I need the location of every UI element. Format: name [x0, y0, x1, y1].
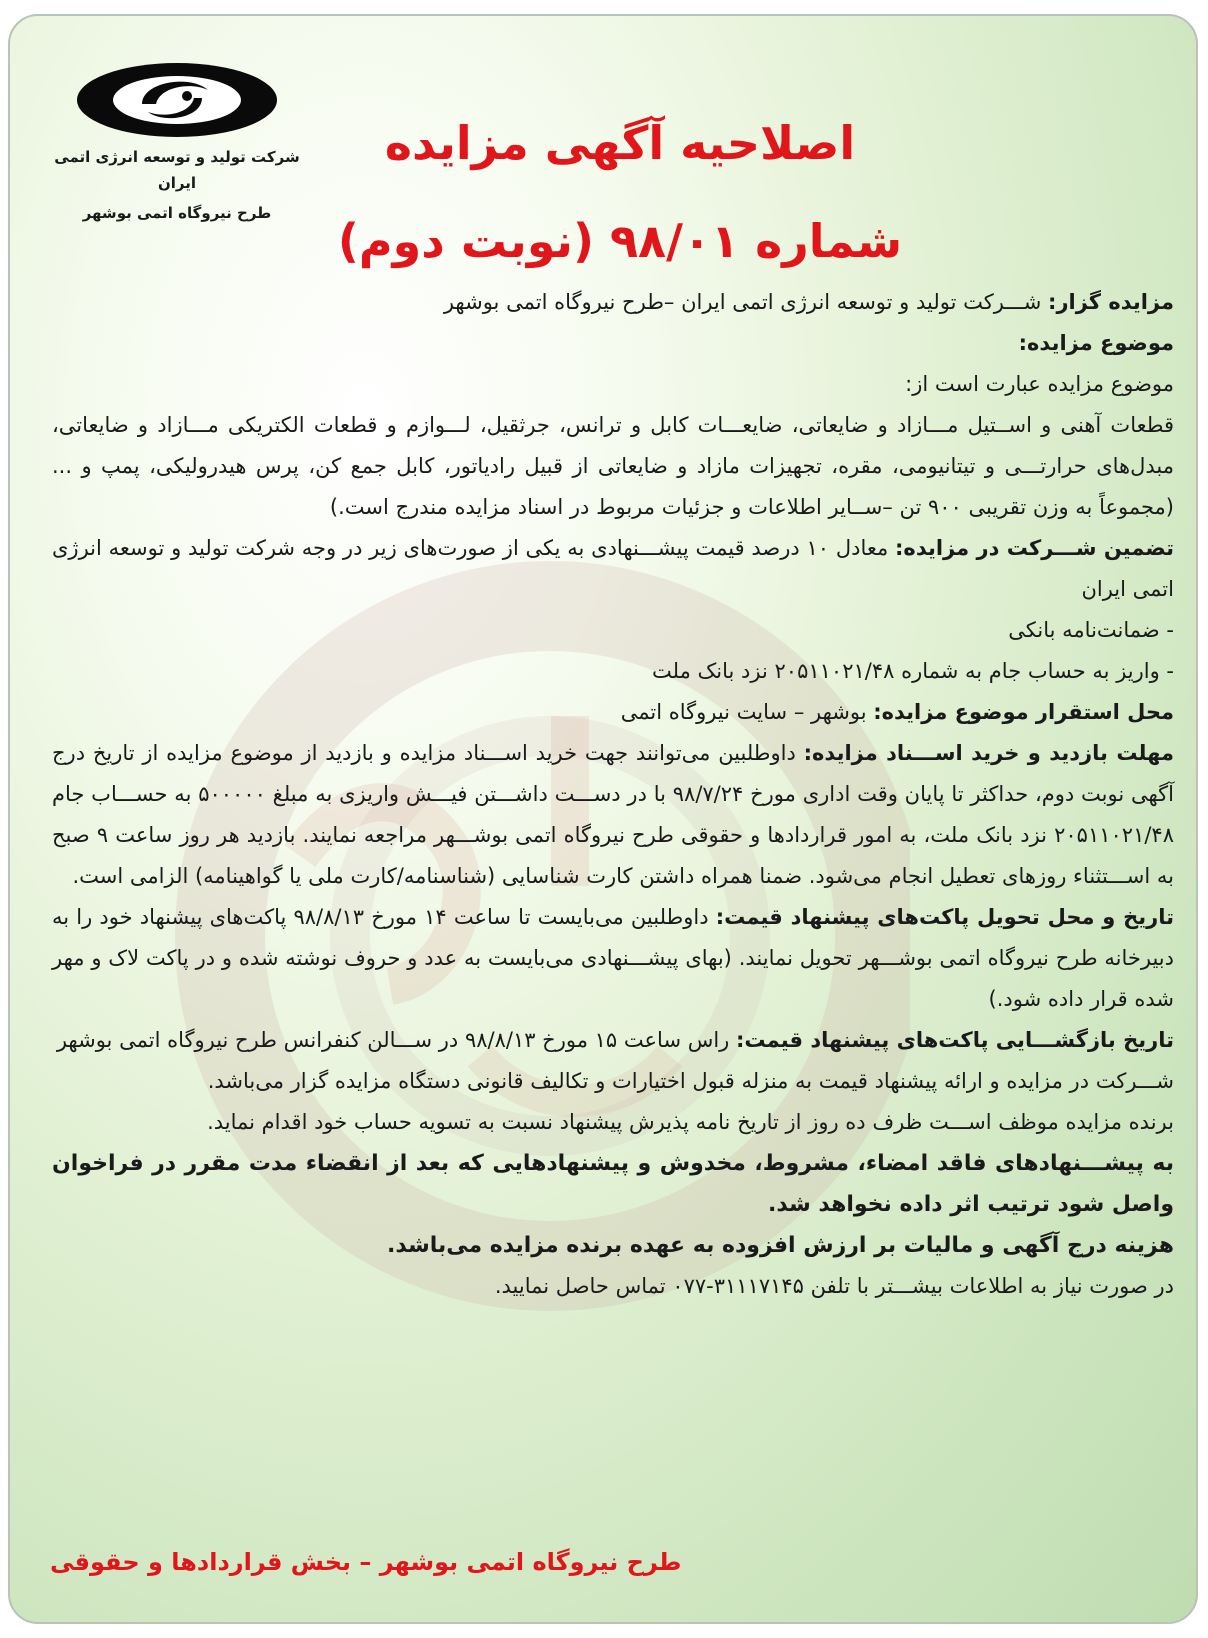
auctioneer-value: شـــرکت تولید و توسعه انرژی اتمی ایران –طرح نیروگاه اتمی بوشهر	[443, 290, 1042, 314]
location-value: بوشهر – سایت نیروگاه اتمی	[620, 700, 867, 724]
delivery-label: تاریخ و محل تحویل پاکت‌های پیشنهاد قیمت:	[715, 905, 1174, 929]
contact-paragraph: در صورت نیاز به اطلاعات بیشـــتر با تلفن ۳۱۱۱۷۱۴۵-۰۷۷ تماس حاصل نمایید.	[494, 1274, 1174, 1298]
participation-paragraph: شـــرکت در مزایده و ارائه پیشنهاد قیمت به منزله قبول اختیارات و تکالیف قانونی دستگاه مزایده گزار می‌باشد.	[207, 1069, 1174, 1093]
subject-text: قطعات آهنی و اســتیل مـــازاد و ضایعاتی، ضایعـــات کابل و ترانس، جرثقیل، لـــوازم و قطعات الکتریکی مـــازاد و ضایعاتی، مبدل‌های حرارتـــی و تیتانیومی، مقره، تجهیزات مازاد و ضایعاتی از قبیل رادیاتور، کابل جمع کن، پرس هیدرولیکی، پمپ و ... (مجموعاً به وزن تقریبی ۹۰۰ تن –ســایر اطلاعات و جزئیات مربوط در اسناد مزایده مندرج است.)	[52, 413, 1174, 519]
guarantee-item-bank: - ضمانت‌نامه بانکی	[1008, 618, 1174, 642]
footer-signature: طرح نیروگاه اتمی بوشهر – بخش قراردادها و حقوقی	[50, 1548, 682, 1576]
opening-label: تاریخ بازگشـــایی پاکت‌های پیشنهاد قیمت:	[736, 1028, 1174, 1052]
auctioneer-paragraph	[52, 282, 1174, 323]
notice-title: اصلاحیه آگهی مزایده	[384, 116, 856, 170]
guarantee-item-deposit: - واریز به حساب جام به شماره ۲۰۵۱۱۰۲۱/۴۸ نزد بانک ملت	[652, 659, 1174, 683]
opening-paragraph	[52, 1020, 1174, 1061]
cost-paragraph: هزینه درج آگهی و مالیات بر ارزش افزوده به عهده برنده مزایده می‌باشد.	[387, 1233, 1174, 1258]
subject-intro: موضوع مزایده عبارت است از:	[905, 372, 1174, 396]
winner-paragraph: برنده مزایده موظف اســـت ظرف ده روز از تاریخ نامه پذیرش پیشنهاد نسبت به تسویه حساب خود اقدام نماید.	[207, 1110, 1174, 1134]
guarantee-paragraph	[52, 528, 1174, 610]
notice-number: شماره ۹۸/۰۱ (نوبت دوم)	[337, 214, 903, 268]
guarantee-label: تضمین شـــرکت در مزایده:	[895, 536, 1175, 560]
auctioneer-label: مزایده گزار:	[1048, 290, 1174, 314]
invalid-bids-paragraph: به پیشـــنهادهای فاقد امضاء، مشروط، مخدوش و پیشنهادهایی که بعد از انقضاء مدت مقرر در فراخوان واصل شود ترتیب اثر داده نخواهد شد.	[52, 1151, 1174, 1217]
location-paragraph	[52, 692, 1174, 733]
location-label: محل استقرار موضوع مزایده:	[873, 700, 1174, 724]
subject-heading: موضوع مزایده:	[1018, 331, 1174, 355]
company-logo-icon	[72, 60, 282, 140]
opening-value: راس ساعت ۱۵ مورخ ۹۸/۸/۱۳ در ســـالن کنفرانس طرح نیروگاه اتمی بوشهر	[56, 1028, 730, 1052]
notice-frame	[8, 14, 1198, 1624]
company-logo-block	[42, 60, 312, 226]
company-name: شرکت تولید و توسعه انرژی اتمی ایران	[54, 148, 300, 192]
deadline-paragraph	[52, 733, 1174, 897]
deadline-value: داوطلبین می‌توانند جهت خرید اســـناد مزایده و بازدید از موضوع مزایده از تاریخ درج آگهی نوبت دوم، حداکثر تا پایان وقت اداری مورخ ۹۸/۷/۲۴ با در دســـت داشـــتن فیـــش واریزی به مبلغ ۵۰۰۰۰۰ به حســـاب جام ۲۰۵۱۱۰۲۱/۴۸ نزد بانک ملت، به امور قراردادها و حقوقی طرح نیروگاه اتمی بوشـــهر مراجعه نمایند. بازدید هر روز ساعت ۹ صبح به اســـتثناء روزهای تعطیل انجام می‌شود. ضمنا همراه داشتن کارت شناسایی (شناسنامه/کارت ملی یا گواهینامه) الزامی است.	[52, 741, 1174, 888]
delivery-paragraph	[52, 897, 1174, 1020]
notice-body	[52, 282, 1174, 1307]
project-name: طرح نیروگاه اتمی بوشهر	[82, 204, 272, 222]
deadline-label: مهلت بازدید و خرید اســـناد مزایده:	[803, 741, 1174, 765]
guarantee-value: معادل ۱۰ درصد قیمت پیشـــنهادی به یکی از صورت‌های زیر در وجه شرکت تولید و توسعه انرژی اتمی ایران	[52, 536, 1174, 601]
delivery-value: داوطلبین می‌بایست تا ساعت ۱۴ مورخ ۹۸/۸/۱۳ پاکت‌های پیشنهاد خود را به دبیرخانه طرح نیروگاه اتمی بوشـــهر تحویل نمایند. (بهای پیشـــنهادی می‌بایست به عدد و حروف نوشته شده و در پاکت لاک و مهر شده قرار داده شود.)	[52, 905, 1174, 1011]
